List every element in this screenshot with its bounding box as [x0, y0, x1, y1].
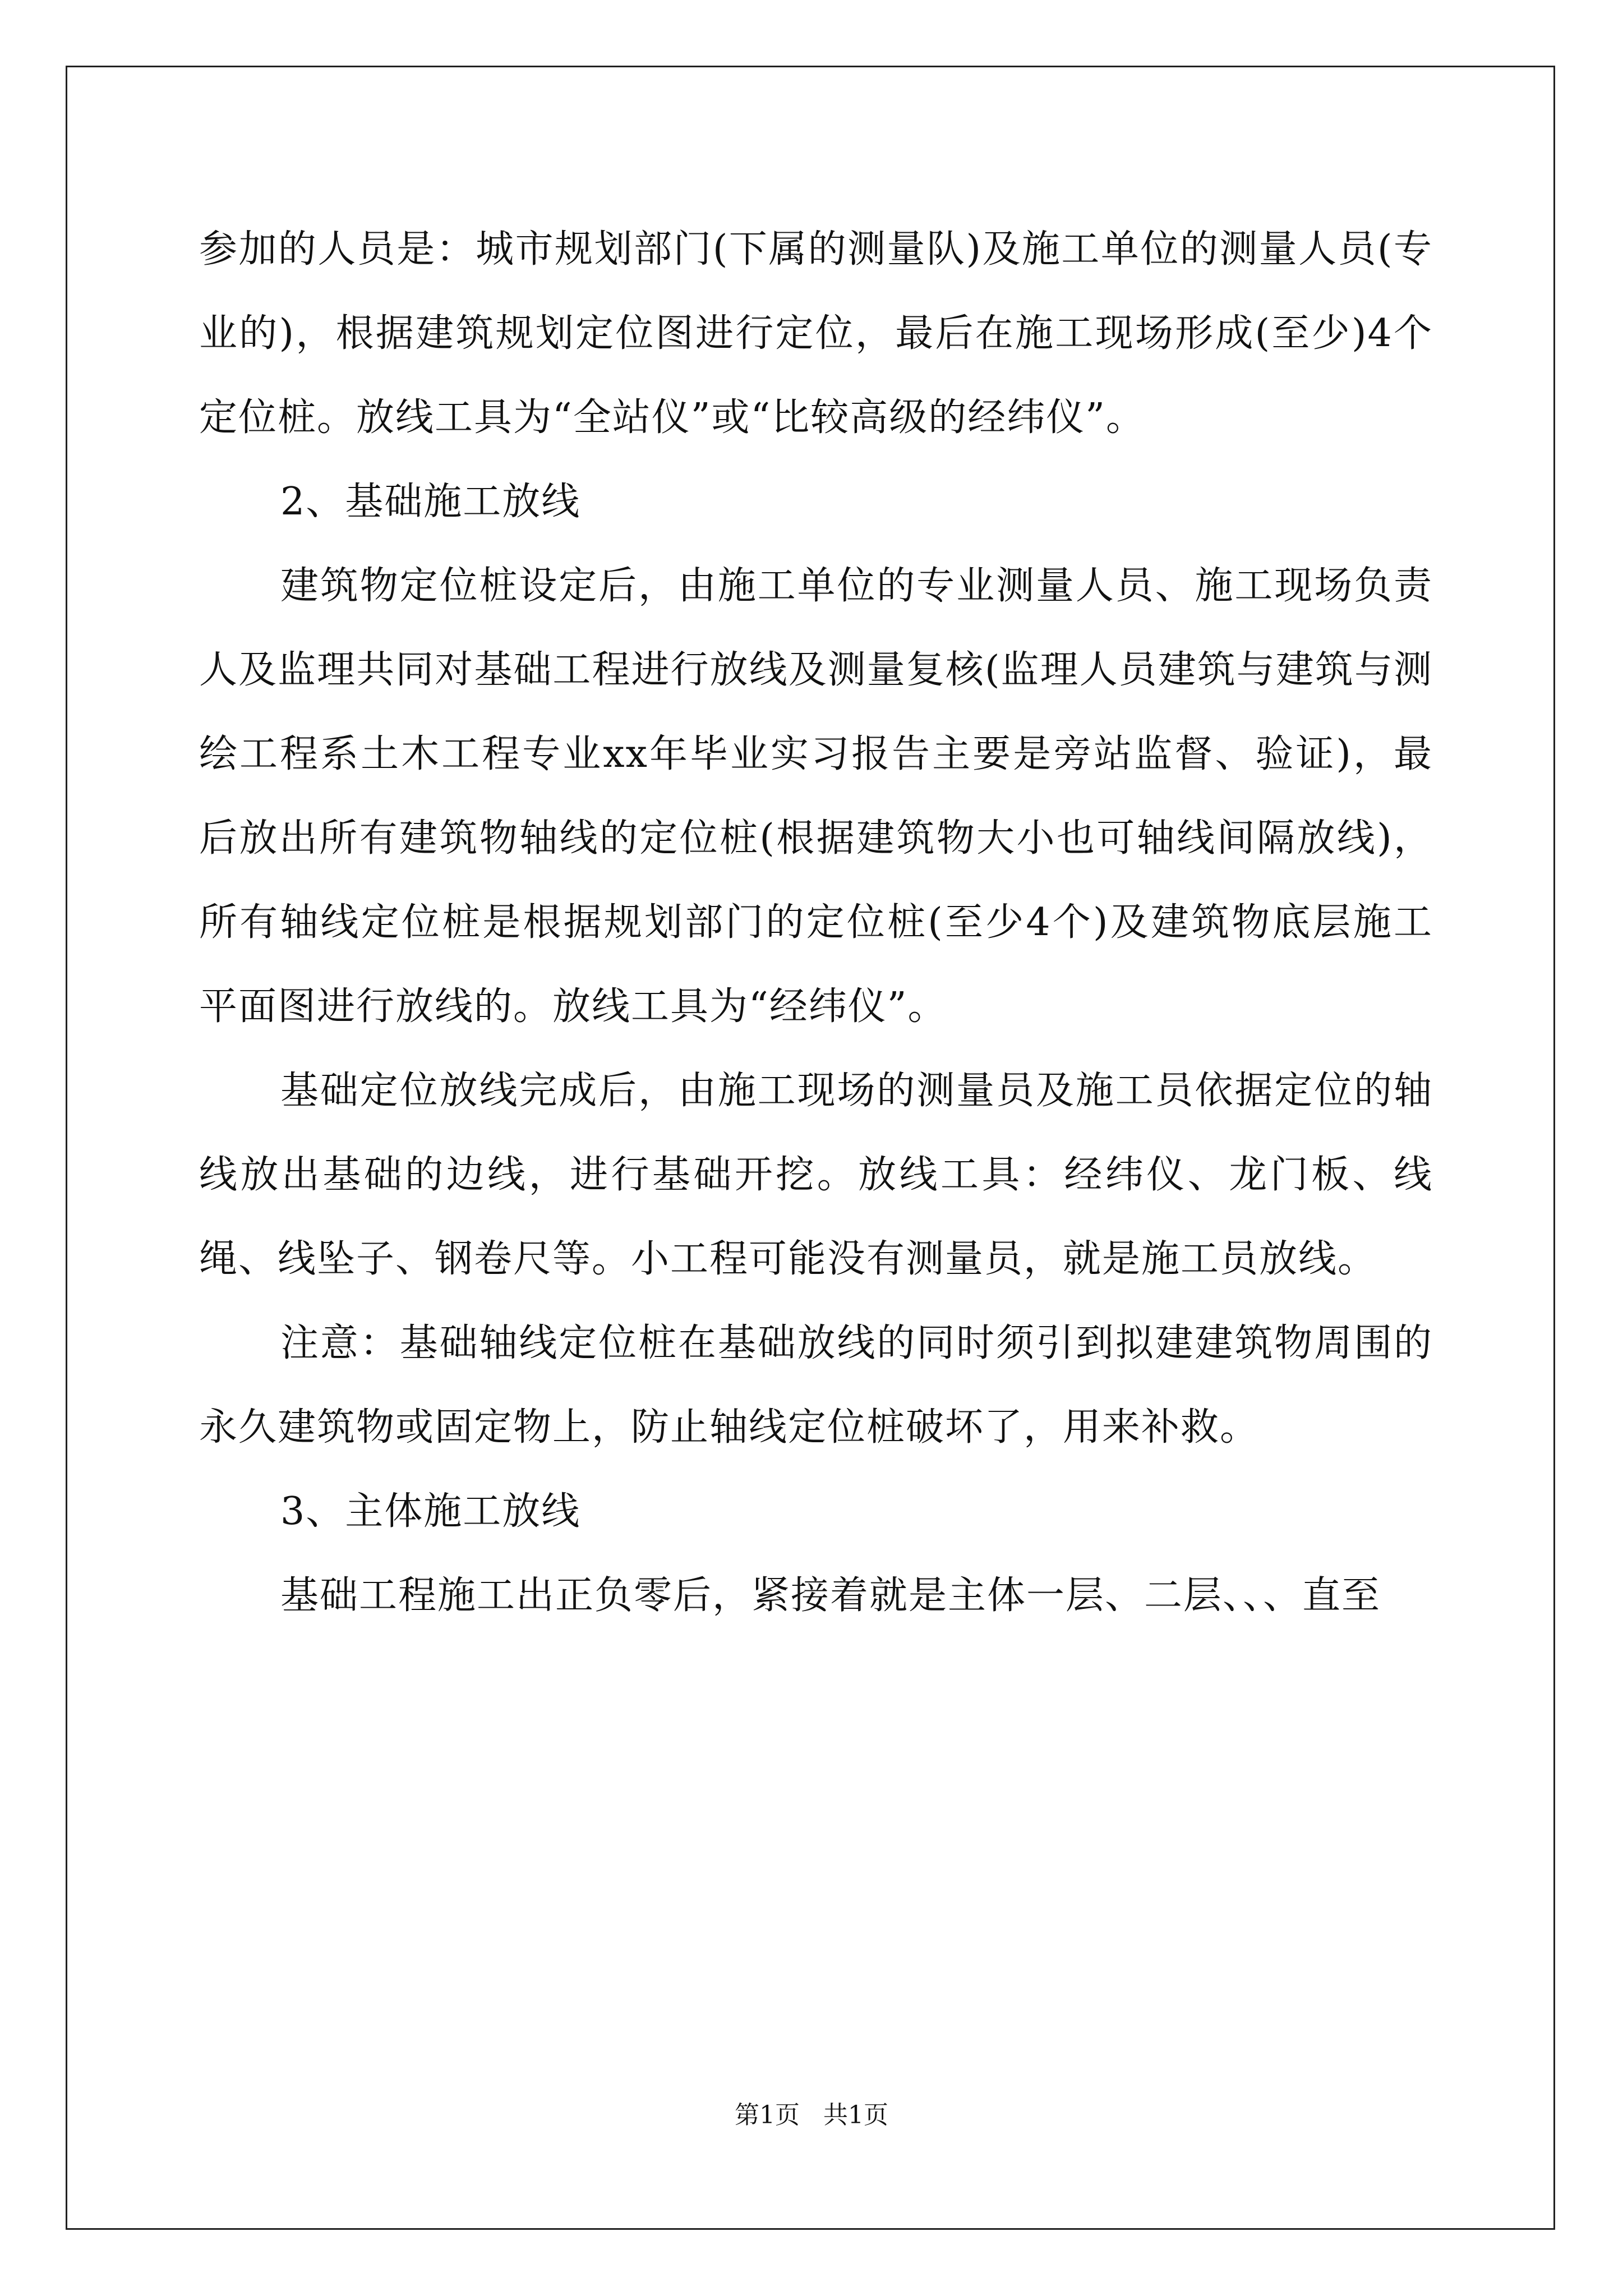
- paragraph-4: 注意：基础轴线定位桩在基础放线的同时须引到拟建建筑物周围的永久建筑物或固定物上，防止轴线定位桩破坏了，用来补救。: [199, 1321, 1433, 1450]
- paragraph-2: 建筑物定位桩设定后，由施工单位的专业测量人员、施工现场负责人及监理共同对基础工程进行放线及测量复核(监理人员建筑与建筑与测绘工程系土木工程专业xx年毕业实习报告主要是旁站监督、验证)，最后放出所有建筑物轴线的定位桩(根据建筑物大小也可轴线间隔放线)，所有轴线定位桩是根据规划部门的定位桩(至少4个)及建筑物底层施工平面图进行放线的。放线工具为“经纬仪”。: [199, 564, 1433, 1029]
- section-heading-2: 2、基础施工放线: [280, 480, 581, 524]
- paragraph-3: 基础定位放线完成后，由施工现场的测量员及施工员依据定位的轴线放出基础的边线，进行基础开挖。放线工具：经纬仪、龙门板、线绳、线坠子、钢卷尺等。小工程可能没有测量员，就是施工员放线。: [199, 1069, 1433, 1281]
- page-total: 共1页: [823, 2101, 888, 2129]
- page-number: 第1页: [735, 2101, 800, 2129]
- paragraph-1: 参加的人员是：城市规划部门(下属的测量队)及施工单位的测量人员(专业的)，根据建筑规划定位图进行定位，最后在施工现场形成(至少)4个定位桩。放线工具为“全站仪”或“比较高级的经纬仪”。: [199, 227, 1433, 440]
- paragraph-5: 基础工程施工出正负零后，紧接着就是主体一层、二层、、、直至: [280, 1573, 1381, 1618]
- page-footer: [0, 2099, 1623, 2132]
- section-heading-3: 3、主体施工放线: [280, 1489, 581, 1534]
- document-body: [199, 208, 1433, 1638]
